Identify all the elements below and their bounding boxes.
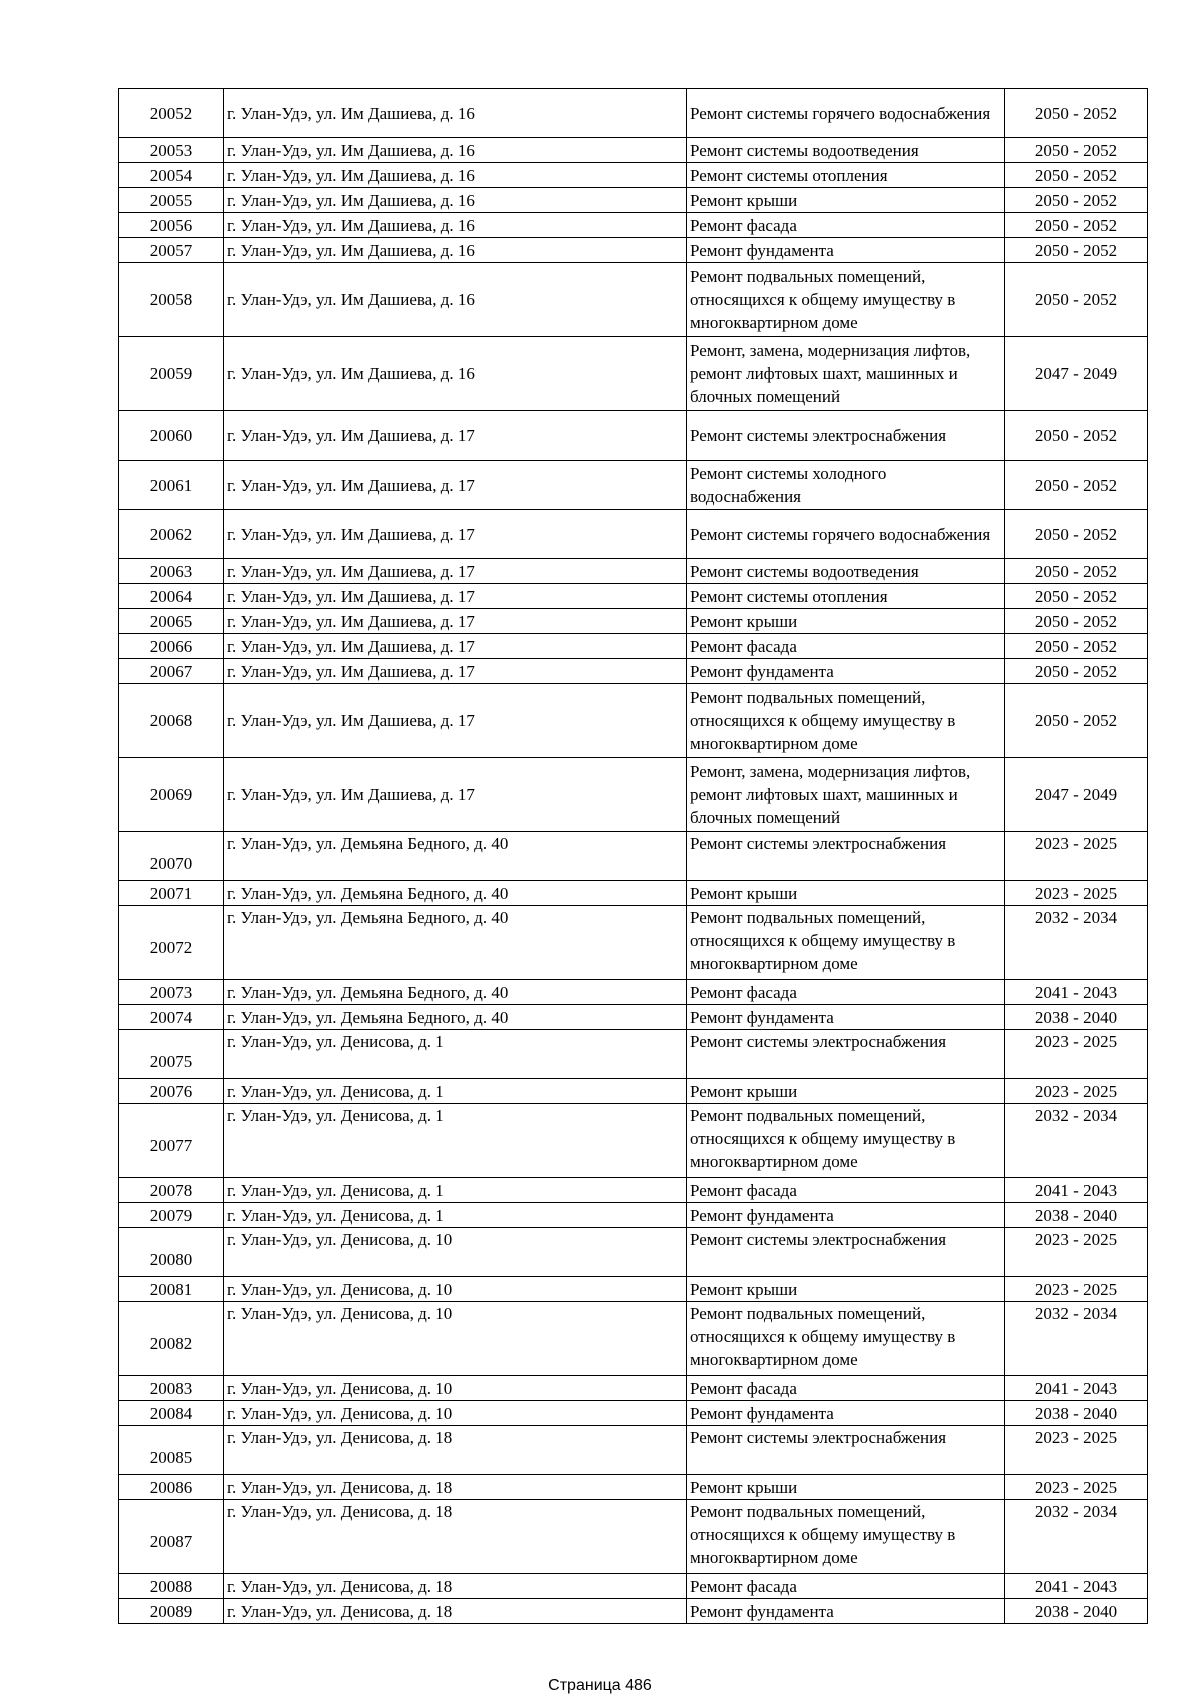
work-type-cell: Ремонт подвальных помещений, относящихся к общему имуществу в многоквартирном доме [687, 263, 1005, 337]
table-row [119, 1599, 1148, 1624]
address-cell: г. Улан-Удэ, ул. Им Дашиева, д. 17 [224, 411, 687, 461]
row-number-cell: 20068 [119, 684, 224, 758]
work-type-cell: Ремонт крыши [687, 1475, 1005, 1500]
row-number-cell: 20073 [119, 980, 224, 1005]
work-type-cell: Ремонт крыши [687, 188, 1005, 213]
row-number-cell: 20071 [119, 881, 224, 906]
row-number-cell: 20057 [119, 238, 224, 263]
address-cell: г. Улан-Удэ, ул. Демьяна Бедного, д. 40 [224, 832, 687, 881]
row-number-cell: 20060 [119, 411, 224, 461]
row-number-cell: 20066 [119, 634, 224, 659]
period-cell: 2023 - 2025 [1005, 1475, 1148, 1500]
period-cell: 2023 - 2025 [1005, 832, 1148, 881]
period-cell: 2041 - 2043 [1005, 1376, 1148, 1401]
work-type-cell: Ремонт фасада [687, 1376, 1005, 1401]
row-number-cell: 20086 [119, 1475, 224, 1500]
period-cell: 2023 - 2025 [1005, 1030, 1148, 1079]
address-cell: г. Улан-Удэ, ул. Денисова, д. 10 [224, 1277, 687, 1302]
table-row [119, 138, 1148, 163]
row-number-cell: 20081 [119, 1277, 224, 1302]
address-cell: г. Улан-Удэ, ул. Денисова, д. 1 [224, 1079, 687, 1104]
address-cell: г. Улан-Удэ, ул. Денисова, д. 10 [224, 1302, 687, 1376]
page-footer [0, 1677, 1200, 1695]
table-row [119, 263, 1148, 337]
table-row [119, 1574, 1148, 1599]
work-type-cell: Ремонт фасада [687, 1178, 1005, 1203]
period-cell: 2047 - 2049 [1005, 758, 1148, 832]
period-cell: 2038 - 2040 [1005, 1599, 1148, 1624]
work-type-cell: Ремонт подвальных помещений, относящихся к общему имуществу в многоквартирном доме [687, 1104, 1005, 1178]
table-row [119, 559, 1148, 584]
table-row [119, 188, 1148, 213]
work-type-cell: Ремонт крыши [687, 881, 1005, 906]
period-cell: 2050 - 2052 [1005, 461, 1148, 510]
row-number-cell: 20063 [119, 559, 224, 584]
row-number-cell: 20067 [119, 659, 224, 684]
table-row [119, 337, 1148, 411]
row-number-cell: 20055 [119, 188, 224, 213]
address-cell: г. Улан-Удэ, ул. Денисова, д. 1 [224, 1030, 687, 1079]
period-cell: 2038 - 2040 [1005, 1005, 1148, 1030]
period-cell: 2050 - 2052 [1005, 89, 1148, 138]
period-cell: 2041 - 2043 [1005, 980, 1148, 1005]
period-cell: 2023 - 2025 [1005, 1426, 1148, 1475]
row-number-cell: 20084 [119, 1401, 224, 1426]
row-number-cell: 20087 [119, 1500, 224, 1574]
work-type-cell: Ремонт фундамента [687, 1005, 1005, 1030]
row-number-cell: 20065 [119, 609, 224, 634]
address-cell: г. Улан-Удэ, ул. Денисова, д. 18 [224, 1426, 687, 1475]
address-cell: г. Улан-Удэ, ул. Денисова, д. 10 [224, 1228, 687, 1277]
address-cell: г. Улан-Удэ, ул. Демьяна Бедного, д. 40 [224, 1005, 687, 1030]
row-number-cell: 20085 [119, 1426, 224, 1475]
period-cell: 2050 - 2052 [1005, 188, 1148, 213]
row-number-cell: 20059 [119, 337, 224, 411]
row-number-cell: 20076 [119, 1079, 224, 1104]
period-cell: 2050 - 2052 [1005, 584, 1148, 609]
period-cell: 2050 - 2052 [1005, 263, 1148, 337]
address-cell: г. Улан-Удэ, ул. Им Дашиева, д. 16 [224, 263, 687, 337]
work-type-cell: Ремонт подвальных помещений, относящихся к общему имуществу в многоквартирном доме [687, 684, 1005, 758]
period-cell: 2032 - 2034 [1005, 906, 1148, 980]
address-cell: г. Улан-Удэ, ул. Им Дашиева, д. 16 [224, 213, 687, 238]
period-cell: 2050 - 2052 [1005, 659, 1148, 684]
period-cell: 2050 - 2052 [1005, 684, 1148, 758]
address-cell: г. Улан-Удэ, ул. Демьяна Бедного, д. 40 [224, 881, 687, 906]
address-cell: г. Улан-Удэ, ул. Им Дашиева, д. 17 [224, 634, 687, 659]
row-number-cell: 20052 [119, 89, 224, 138]
address-cell: г. Улан-Удэ, ул. Им Дашиева, д. 17 [224, 758, 687, 832]
table-row [119, 634, 1148, 659]
row-number-cell: 20077 [119, 1104, 224, 1178]
address-cell: г. Улан-Удэ, ул. Им Дашиева, д. 16 [224, 89, 687, 138]
work-type-cell: Ремонт фасада [687, 980, 1005, 1005]
table-row [119, 238, 1148, 263]
table-row [119, 684, 1148, 758]
work-type-cell: Ремонт системы отопления [687, 163, 1005, 188]
period-cell: 2041 - 2043 [1005, 1574, 1148, 1599]
table-row [119, 89, 1148, 138]
table-row [119, 1079, 1148, 1104]
work-type-cell: Ремонт системы горячего водоснабжения [687, 510, 1005, 559]
address-cell: г. Улан-Удэ, ул. Им Дашиева, д. 16 [224, 238, 687, 263]
row-number-cell: 20082 [119, 1302, 224, 1376]
address-cell: г. Улан-Удэ, ул. Им Дашиева, д. 16 [224, 138, 687, 163]
address-cell: г. Улан-Удэ, ул. Им Дашиева, д. 17 [224, 461, 687, 510]
address-cell: г. Улан-Удэ, ул. Денисова, д. 10 [224, 1376, 687, 1401]
work-type-cell: Ремонт крыши [687, 1277, 1005, 1302]
period-cell: 2050 - 2052 [1005, 559, 1148, 584]
table-row [119, 1426, 1148, 1475]
period-cell: 2050 - 2052 [1005, 634, 1148, 659]
work-type-cell: Ремонт системы электроснабжения [687, 411, 1005, 461]
work-type-cell: Ремонт, замена, модернизация лифтов, ремонт лифтовых шахт, машинных и блочных помещений [687, 758, 1005, 832]
work-type-cell: Ремонт крыши [687, 609, 1005, 634]
address-cell: г. Улан-Удэ, ул. Им Дашиева, д. 17 [224, 559, 687, 584]
address-cell: г. Улан-Удэ, ул. Демьяна Бедного, д. 40 [224, 906, 687, 980]
period-cell: 2050 - 2052 [1005, 510, 1148, 559]
work-type-cell: Ремонт подвальных помещений, относящихся к общему имуществу в многоквартирном доме [687, 1500, 1005, 1574]
work-type-cell: Ремонт системы водоотведения [687, 138, 1005, 163]
table-row [119, 906, 1148, 980]
repair-schedule-table [118, 88, 1148, 1624]
address-cell: г. Улан-Удэ, ул. Им Дашиева, д. 17 [224, 659, 687, 684]
work-type-cell: Ремонт системы горячего водоснабжения [687, 89, 1005, 138]
address-cell: г. Улан-Удэ, ул. Демьяна Бедного, д. 40 [224, 980, 687, 1005]
period-cell: 2050 - 2052 [1005, 163, 1148, 188]
row-number-cell: 20056 [119, 213, 224, 238]
work-type-cell: Ремонт фундамента [687, 1599, 1005, 1624]
table-row [119, 1005, 1148, 1030]
table-row [119, 1302, 1148, 1376]
address-cell: г. Улан-Удэ, ул. Денисова, д. 1 [224, 1203, 687, 1228]
table-row [119, 584, 1148, 609]
period-cell: 2038 - 2040 [1005, 1203, 1148, 1228]
work-type-cell: Ремонт системы электроснабжения [687, 1426, 1005, 1475]
period-cell: 2050 - 2052 [1005, 411, 1148, 461]
table-row [119, 1203, 1148, 1228]
row-number-cell: 20074 [119, 1005, 224, 1030]
period-cell: 2050 - 2052 [1005, 138, 1148, 163]
work-type-cell: Ремонт системы водоотведения [687, 559, 1005, 584]
table-row [119, 659, 1148, 684]
period-cell: 2050 - 2052 [1005, 213, 1148, 238]
table-row [119, 1228, 1148, 1277]
period-cell: 2050 - 2052 [1005, 238, 1148, 263]
address-cell: г. Улан-Удэ, ул. Денисова, д. 1 [224, 1104, 687, 1178]
period-cell: 2038 - 2040 [1005, 1401, 1148, 1426]
row-number-cell: 20058 [119, 263, 224, 337]
table-row [119, 758, 1148, 832]
row-number-cell: 20053 [119, 138, 224, 163]
page-number-label: Страница 486 [548, 1677, 652, 1694]
period-cell: 2032 - 2034 [1005, 1500, 1148, 1574]
row-number-cell: 20083 [119, 1376, 224, 1401]
row-number-cell: 20054 [119, 163, 224, 188]
work-type-cell: Ремонт фундамента [687, 659, 1005, 684]
work-type-cell: Ремонт системы электроснабжения [687, 1228, 1005, 1277]
table-row [119, 1178, 1148, 1203]
table-row [119, 1401, 1148, 1426]
address-cell: г. Улан-Удэ, ул. Денисова, д. 18 [224, 1574, 687, 1599]
row-number-cell: 20079 [119, 1203, 224, 1228]
work-type-cell: Ремонт фасада [687, 1574, 1005, 1599]
address-cell: г. Улан-Удэ, ул. Им Дашиева, д. 16 [224, 337, 687, 411]
period-cell: 2032 - 2034 [1005, 1104, 1148, 1178]
address-cell: г. Улан-Удэ, ул. Им Дашиева, д. 17 [224, 609, 687, 634]
row-number-cell: 20064 [119, 584, 224, 609]
table-row [119, 163, 1148, 188]
work-type-cell: Ремонт фасада [687, 634, 1005, 659]
period-cell: 2047 - 2049 [1005, 337, 1148, 411]
work-type-cell: Ремонт системы электроснабжения [687, 1030, 1005, 1079]
period-cell: 2023 - 2025 [1005, 1277, 1148, 1302]
work-type-cell: Ремонт системы холодного водоснабжения [687, 461, 1005, 510]
period-cell: 2023 - 2025 [1005, 1079, 1148, 1104]
row-number-cell: 20088 [119, 1574, 224, 1599]
row-number-cell: 20062 [119, 510, 224, 559]
work-type-cell: Ремонт, замена, модернизация лифтов, ремонт лифтовых шахт, машинных и блочных помещений [687, 337, 1005, 411]
address-cell: г. Улан-Удэ, ул. Им Дашиева, д. 17 [224, 584, 687, 609]
work-type-cell: Ремонт системы отопления [687, 584, 1005, 609]
table-row [119, 461, 1148, 510]
address-cell: г. Улан-Удэ, ул. Денисова, д. 18 [224, 1599, 687, 1624]
row-number-cell: 20089 [119, 1599, 224, 1624]
row-number-cell: 20070 [119, 832, 224, 881]
work-type-cell: Ремонт фасада [687, 213, 1005, 238]
address-cell: г. Улан-Удэ, ул. Денисова, д. 18 [224, 1475, 687, 1500]
work-type-cell: Ремонт системы электроснабжения [687, 832, 1005, 881]
period-cell: 2032 - 2034 [1005, 1302, 1148, 1376]
table-row [119, 881, 1148, 906]
row-number-cell: 20080 [119, 1228, 224, 1277]
row-number-cell: 20072 [119, 906, 224, 980]
address-cell: г. Улан-Удэ, ул. Денисова, д. 10 [224, 1401, 687, 1426]
table-row [119, 510, 1148, 559]
work-type-cell: Ремонт фундамента [687, 238, 1005, 263]
address-cell: г. Улан-Удэ, ул. Им Дашиева, д. 16 [224, 163, 687, 188]
address-cell: г. Улан-Удэ, ул. Им Дашиева, д. 17 [224, 684, 687, 758]
period-cell: 2041 - 2043 [1005, 1178, 1148, 1203]
row-number-cell: 20078 [119, 1178, 224, 1203]
work-type-cell: Ремонт крыши [687, 1079, 1005, 1104]
table-row [119, 832, 1148, 881]
address-cell: г. Улан-Удэ, ул. Им Дашиева, д. 17 [224, 510, 687, 559]
table-row [119, 1030, 1148, 1079]
table-row [119, 213, 1148, 238]
work-type-cell: Ремонт подвальных помещений, относящихся к общему имуществу в многоквартирном доме [687, 1302, 1005, 1376]
table-row [119, 980, 1148, 1005]
period-cell: 2050 - 2052 [1005, 609, 1148, 634]
row-number-cell: 20069 [119, 758, 224, 832]
table-body [119, 89, 1148, 1624]
work-type-cell: Ремонт подвальных помещений, относящихся к общему имуществу в многоквартирном доме [687, 906, 1005, 980]
work-type-cell: Ремонт фундамента [687, 1401, 1005, 1426]
row-number-cell: 20075 [119, 1030, 224, 1079]
table-row [119, 1277, 1148, 1302]
address-cell: г. Улан-Удэ, ул. Денисова, д. 1 [224, 1178, 687, 1203]
address-cell: г. Улан-Удэ, ул. Им Дашиева, д. 16 [224, 188, 687, 213]
table-row [119, 1500, 1148, 1574]
table-row [119, 1376, 1148, 1401]
address-cell: г. Улан-Удэ, ул. Денисова, д. 18 [224, 1500, 687, 1574]
table-row [119, 1475, 1148, 1500]
period-cell: 2023 - 2025 [1005, 881, 1148, 906]
table-row [119, 1104, 1148, 1178]
row-number-cell: 20061 [119, 461, 224, 510]
work-type-cell: Ремонт фундамента [687, 1203, 1005, 1228]
table-row [119, 411, 1148, 461]
table-row [119, 609, 1148, 634]
period-cell: 2023 - 2025 [1005, 1228, 1148, 1277]
